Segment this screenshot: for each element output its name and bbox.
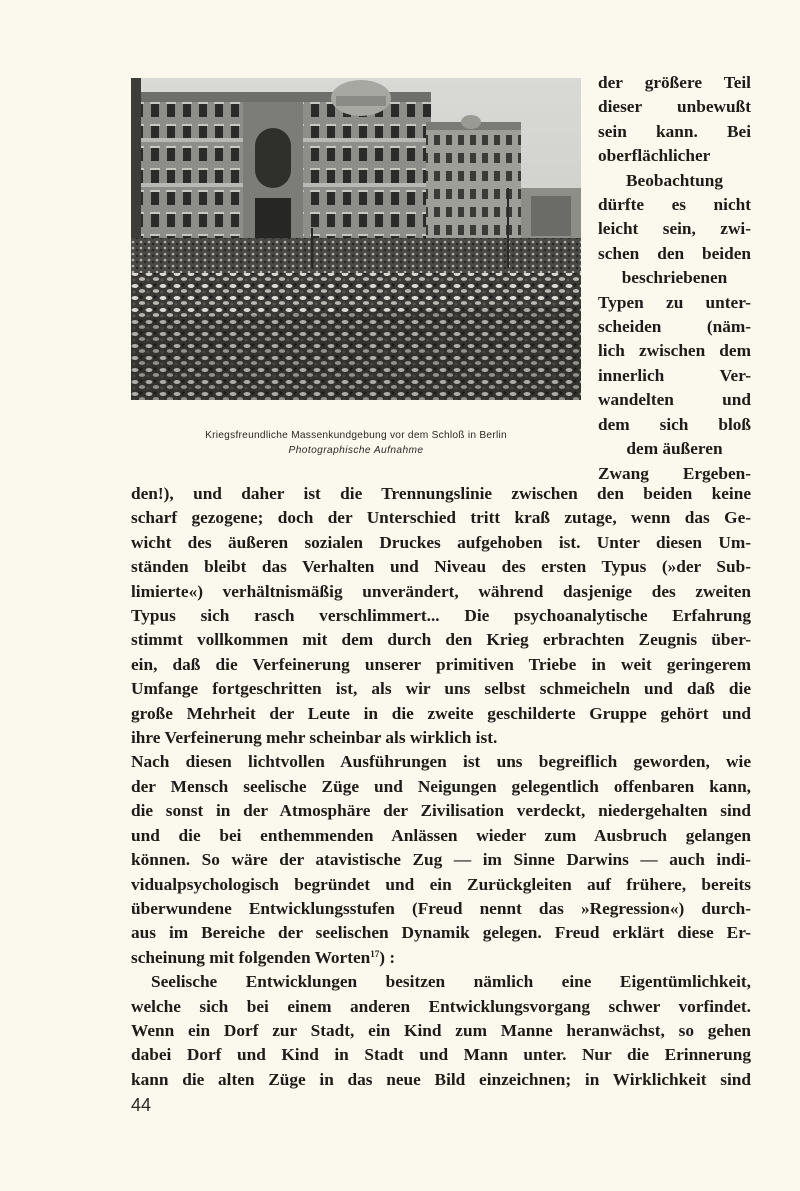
body-line: limierte«) verhältnismäßig unverändert, während dasjenige des zweiten xyxy=(131,581,751,601)
body-line: Umfange fortgeschritten ist, als wir uns selbst schmeicheln und daß die xyxy=(131,679,751,699)
photo-caption xyxy=(131,428,581,458)
side-line: Beobachtung xyxy=(626,170,723,190)
body-line: die sonst in der Atmosphäre der Zivilisation verdeckt, niedergehalten sind xyxy=(131,801,751,821)
side-column-text xyxy=(598,71,751,486)
side-line: oberflächlicher xyxy=(598,146,711,166)
body-line: den!), und daher ist die Trennungslinie zwischen den beiden keine xyxy=(131,484,751,503)
body-line: können. So wäre der atavistische Zug — im Sinne Darwins — auch indi- xyxy=(131,850,751,870)
quote-line: welche sich bei einem anderen Entwicklungsvorgang schwer vorfindet. xyxy=(131,996,751,1016)
body-line-with-footnote xyxy=(131,946,751,970)
crowd-photograph xyxy=(131,78,581,400)
body-line: aus im Bereiche der seelischen Dynamik gelegen. Freud erklärt diese Er- xyxy=(131,923,751,943)
side-line: Zwang Ergeben- xyxy=(598,463,751,483)
side-line: wandelten und xyxy=(598,390,751,410)
body-line: ihre Verfeinerung mehr scheinbar als wirklich ist. xyxy=(131,728,498,748)
quote-line: Wenn ein Dorf zur Stadt, ein Kind zum Manne heranwächst, so gehen xyxy=(131,1020,751,1040)
side-line: schen den beiden xyxy=(598,243,751,263)
body-line: vidualpsychologisch begründet und ein Zurückgleiten auf frühere, bereits xyxy=(131,874,751,894)
quote-line: dabei Dorf und Kind in Stadt und Mann unter. Nur die Erinnerung xyxy=(131,1045,751,1065)
crowd-photograph-image xyxy=(131,78,581,400)
side-line: innerlich Ver- xyxy=(598,365,751,385)
body-line: stimmt vollkommen mit dem durch den Krieg erbrachten Zeugnis über- xyxy=(131,630,751,650)
side-line: beschriebenen xyxy=(621,268,728,288)
side-line: leicht sein, zwi- xyxy=(598,219,751,239)
body-line: wicht des äußeren sozialen Druckes aufgehoben ist. Unter diesen Um- xyxy=(131,532,751,552)
caption-title: Kriegsfreundliche Massenkundgebung vor dem Schloß in Berlin xyxy=(205,430,507,441)
body-line: der Mensch seelische Züge und Neigungen gelegentlich offenbaren kann, xyxy=(131,776,751,796)
caption-credit: Photographische Aufnahme xyxy=(288,445,424,456)
body-line: Nach diesen lichtvollen Ausführungen ist uns begreiflich geworden, wie xyxy=(131,752,751,772)
side-line: dieser unbewußt xyxy=(598,97,751,117)
quote-line: kann die alten Züge in das neue Bild einzeichnen; in Wirklichkeit sind xyxy=(131,1069,751,1089)
page-number: 44 xyxy=(131,1095,152,1115)
footnote-reference: 17 xyxy=(370,948,380,959)
side-line: Typen zu unter- xyxy=(598,292,751,312)
side-line: sein kann. Bei xyxy=(598,121,751,141)
side-line: lich zwischen dem xyxy=(598,341,751,361)
body-line: Typus sich rasch verschlimmert... Die psychoanalytische Erfahrung xyxy=(131,606,751,626)
body-line: und die bei enthemmenden Anlässen wieder zum Ausbruch gelangen xyxy=(131,825,751,845)
body-line-text: scheinung mit folgenden Worten xyxy=(131,947,371,967)
quote-line: Seelische Entwicklungen besitzen nämlich eine Eigentümlichkeit, xyxy=(151,972,751,992)
body-line: große Mehrheit der Leute in die zweite geschilderte Gruppe gehört und xyxy=(131,703,751,723)
body-text xyxy=(131,482,751,1092)
body-line: scharf gezogene; doch der Unterschied tritt kraß zutage, wenn das Ge- xyxy=(131,508,751,528)
body-line: überwundene Entwicklungsstufen (Freud nennt das »Regression«) durch- xyxy=(131,898,751,918)
body-line-tail: ) : xyxy=(379,947,396,967)
side-line: scheiden (näm- xyxy=(598,317,751,337)
side-line: dürfte es nicht xyxy=(598,195,751,215)
side-line: dem sich bloß xyxy=(598,414,751,434)
body-line: ein, daß die Verfeinerung unserer primitiven Triebe in weit geringerem xyxy=(131,654,751,674)
side-line: der größere Teil xyxy=(598,73,751,92)
side-line: dem äußeren xyxy=(626,439,723,459)
body-line: ständen bleibt das Verhalten und Niveau des ersten Typus (»der Sub- xyxy=(131,557,751,577)
